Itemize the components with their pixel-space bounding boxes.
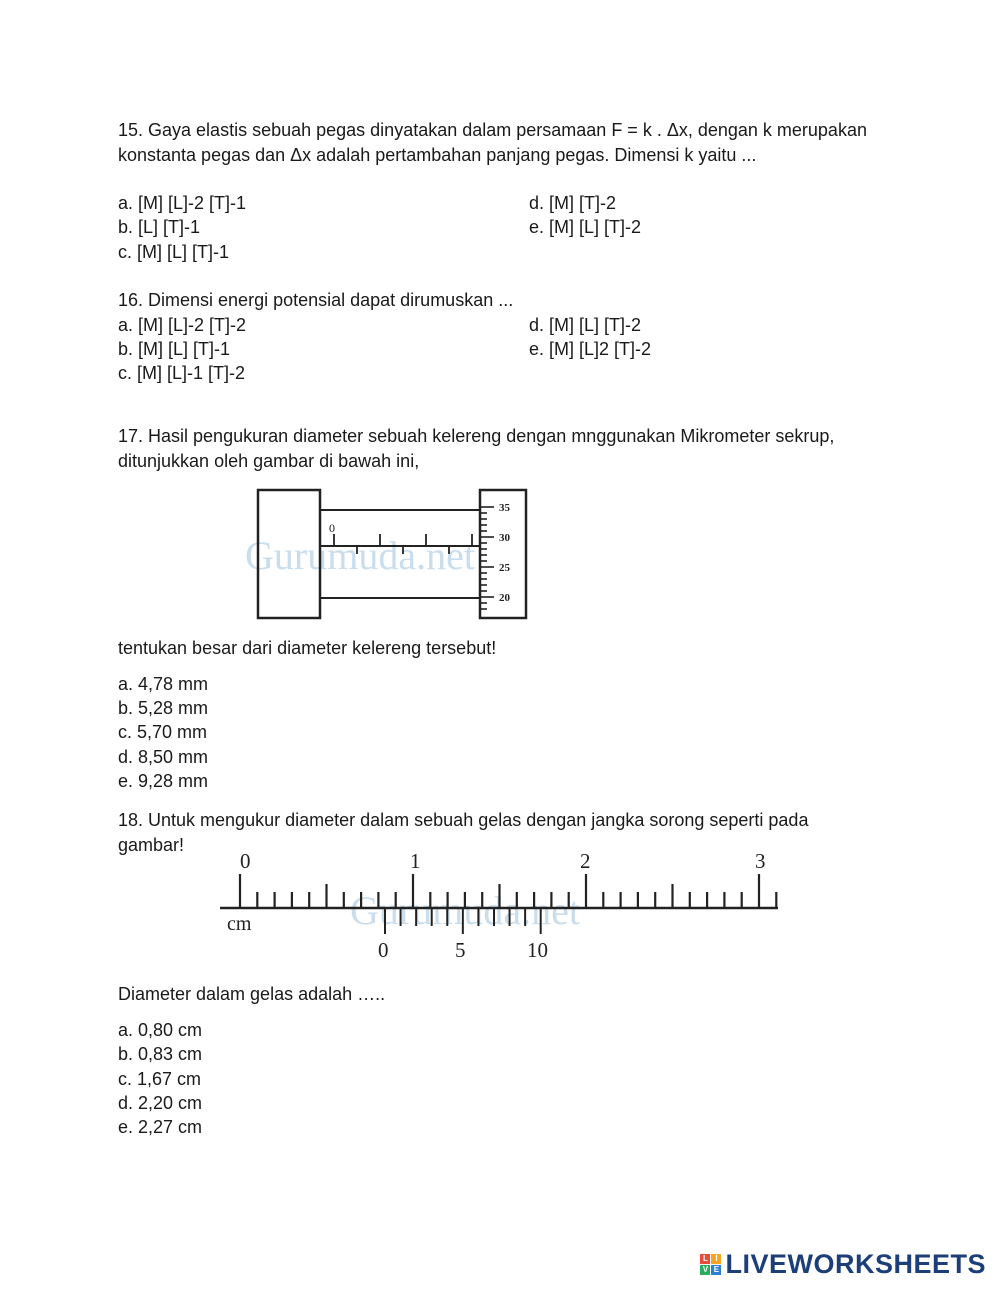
q17-option-e: e. 9,28 mm [118,771,209,791]
logo-text: LIVEWORKSHEETS [725,1249,986,1279]
q15-option-d: d. [M] [T]-2 [529,193,617,213]
sleeve-zero-label: 0 [329,521,335,535]
q16-option-e: e. [M] [L]2 [T]-2 [529,339,652,359]
thimble-label-30: 30 [499,532,510,544]
q15-option-a: a. [M] [L]-2 [T]-1 [118,193,247,213]
caliper-figure [215,846,785,966]
q18-option-a: a. 0,80 cm [118,1020,203,1040]
thimble-ticks [480,507,494,609]
main-label-1: 1 [410,849,421,873]
micrometer-watermark: Gurumuda.net [245,533,475,578]
question-18-prompt: Diameter dalam gelas adalah ….. [118,984,386,1004]
thimble-label-20: 20 [499,592,510,604]
q17-option-d: d. 8,50 mm [118,747,209,767]
q16-option-c: c. [M] [L]-1 [T]-2 [118,363,246,383]
q16-option-a: a. [M] [L]-2 [T]-2 [118,315,247,335]
caliper-watermark: Gurumuda.net [350,888,580,933]
unit-label-cm: cm [227,913,252,935]
question-17-stem: 17. Hasil pengukuran diameter sebuah kelereng dengan mnggunakan Mikrometer sekrup, ditunjukkan oleh gambar di bawah ini, [118,426,835,471]
q18-option-b: b. 0,83 cm [118,1044,203,1064]
thimble-label-25: 25 [499,562,510,574]
logo-icon: L I V E [700,1254,721,1275]
question-16-stem: 16. Dimensi energi potensial dapat dirumuskan ... [118,290,514,310]
q15-option-e: e. [M] [L] [T]-2 [529,217,642,237]
vernier-label-10: 10 [527,938,548,962]
liveworksheets-logo [700,1249,986,1280]
q15-option-b: b. [L] [T]-1 [118,217,201,237]
q18-option-e: e. 2,27 cm [118,1117,203,1137]
main-label-2: 2 [580,849,591,873]
q16-option-d: d. [M] [L] [T]-2 [529,315,642,335]
question-17-prompt: tentukan besar dari diameter kelereng tersebut! [118,638,497,658]
q18-option-d: d. 2,20 cm [118,1093,203,1113]
vernier-label-0: 0 [378,938,389,962]
q17-option-c: c. 5,70 mm [118,722,208,742]
q16-option-b: b. [M] [L] [T]-1 [118,339,231,359]
thimble-label-35: 35 [499,502,510,514]
main-label-3: 3 [755,849,766,873]
micrometer-figure [240,484,550,624]
q18-option-c: c. 1,67 cm [118,1069,202,1089]
question-15-stem: 15. Gaya elastis sebuah pegas dinyatakan dalam persamaan F = k . Δx, dengan k merupakan konstanta pegas dan Δx adalah pertambahan panjang pegas. Dimensi k yaitu ... [118,120,867,165]
q15-option-c: c. [M] [L] [T]-1 [118,242,230,262]
vernier-label-5: 5 [455,938,466,962]
main-label-0: 0 [240,849,251,873]
q17-option-a: a. 4,78 mm [118,674,209,694]
question-18-stem: 18. Untuk mengukur diameter dalam sebuah gelas dengan jangka sorong seperti pada gambar! [118,810,809,855]
q17-option-b: b. 5,28 mm [118,698,209,718]
